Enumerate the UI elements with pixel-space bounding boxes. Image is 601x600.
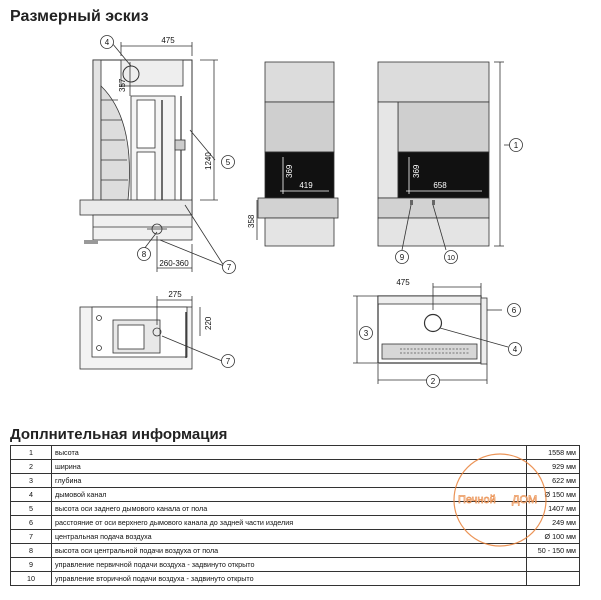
side-section-view (80, 36, 257, 272)
callout-5: 5 (225, 158, 231, 167)
front-wide-hood (378, 62, 489, 102)
spec-row-value: 1558 мм (527, 446, 580, 460)
dim-369-front-narrow: 369 (285, 164, 294, 178)
dim-260-360: 260-360 (159, 259, 189, 268)
plan-view-wide (353, 278, 508, 384)
callout-8: 8 (141, 250, 147, 259)
side-back-wall (93, 60, 101, 215)
spec-row-description: глубина (52, 474, 527, 488)
dim-658: 658 (433, 181, 447, 190)
watermark-text-1: Печной (458, 494, 496, 506)
front-wide-body (398, 102, 489, 152)
callout-7-plan: 7 (225, 357, 231, 366)
spec-row-number: 8 (11, 544, 52, 558)
dim-419: 419 (299, 181, 313, 190)
spec-row-description: высота (52, 446, 527, 460)
spec-row-value (527, 572, 580, 586)
side-base (80, 200, 192, 215)
spec-row-number: 5 (11, 502, 52, 516)
side-insulation (101, 86, 129, 200)
spec-row-number: 6 (11, 516, 52, 530)
front-narrow-body (265, 102, 334, 152)
callout-1: 1 (513, 141, 519, 150)
spec-row-number: 4 (11, 488, 52, 502)
spec-row-description: расстояние от оси верхнего дымового канала до задней части изделия (52, 516, 527, 530)
table-row (11, 572, 580, 586)
callout-4-plan: 4 (512, 345, 518, 354)
spec-row-value: 50 - 150 мм (527, 544, 580, 558)
dim-369-front-wide: 369 (412, 164, 421, 178)
dim-275: 275 (168, 290, 182, 299)
spec-row-value: Ø 150 мм (527, 488, 580, 502)
spec-row-value: 249 мм (527, 516, 580, 530)
plan-wide-grate (382, 344, 477, 359)
dim-357: 357 (118, 78, 127, 92)
watermark-logo (452, 452, 548, 548)
dim-1240: 1240 (204, 152, 213, 170)
callout-6: 6 (511, 306, 517, 315)
spec-row-number: 10 (11, 572, 52, 586)
info-title: Доплнительная информация (10, 426, 228, 443)
dim-475-plan: 475 (396, 278, 410, 287)
spec-row-number: 3 (11, 474, 52, 488)
spec-row-description: ширина (52, 460, 527, 474)
front-narrow-hood (265, 62, 334, 102)
spec-row-value: 1407 мм (527, 502, 580, 516)
spec-row-description: управление первичной подачи воздуха - задвинуто открыто (52, 558, 527, 572)
callout-3: 3 (363, 329, 369, 338)
spec-row-number: 9 (11, 558, 52, 572)
dim-475-side: 475 (161, 36, 175, 45)
watermark-text-2: ДОМ (512, 494, 538, 506)
spec-row-value (527, 558, 580, 572)
spec-row-number: 2 (11, 460, 52, 474)
spec-row-description: дымовой канал (52, 488, 527, 502)
dim-358: 358 (247, 214, 256, 228)
front-view-narrow (258, 62, 338, 246)
spec-row-description: управление вторичной подачи воздуха - задвинуто открыто (52, 572, 527, 586)
front-view-wide (378, 62, 510, 250)
spec-row-description: высота оси заднего дымового канала от пола (52, 502, 527, 516)
spec-row-description: высота оси центральной подачи воздуха от пола (52, 544, 527, 558)
spec-row-value: 929 мм (527, 460, 580, 474)
spec-row-value: Ø 100 мм (527, 530, 580, 544)
spec-row-number: 1 (11, 446, 52, 460)
plan-view-narrow (80, 290, 222, 369)
callout-2: 2 (430, 377, 436, 386)
spec-row-number: 7 (11, 530, 52, 544)
sketch-title: Размерный эскиз (10, 8, 149, 25)
dim-220: 220 (204, 316, 213, 330)
callout-7-side: 7 (226, 263, 232, 272)
callout-9: 9 (399, 253, 405, 262)
spec-row-description: центральная подача воздуха (52, 530, 527, 544)
table-row (11, 558, 580, 572)
spec-row-value: 622 мм (527, 474, 580, 488)
callout-4-side: 4 (104, 38, 110, 47)
callout-10: 10 (447, 255, 455, 262)
